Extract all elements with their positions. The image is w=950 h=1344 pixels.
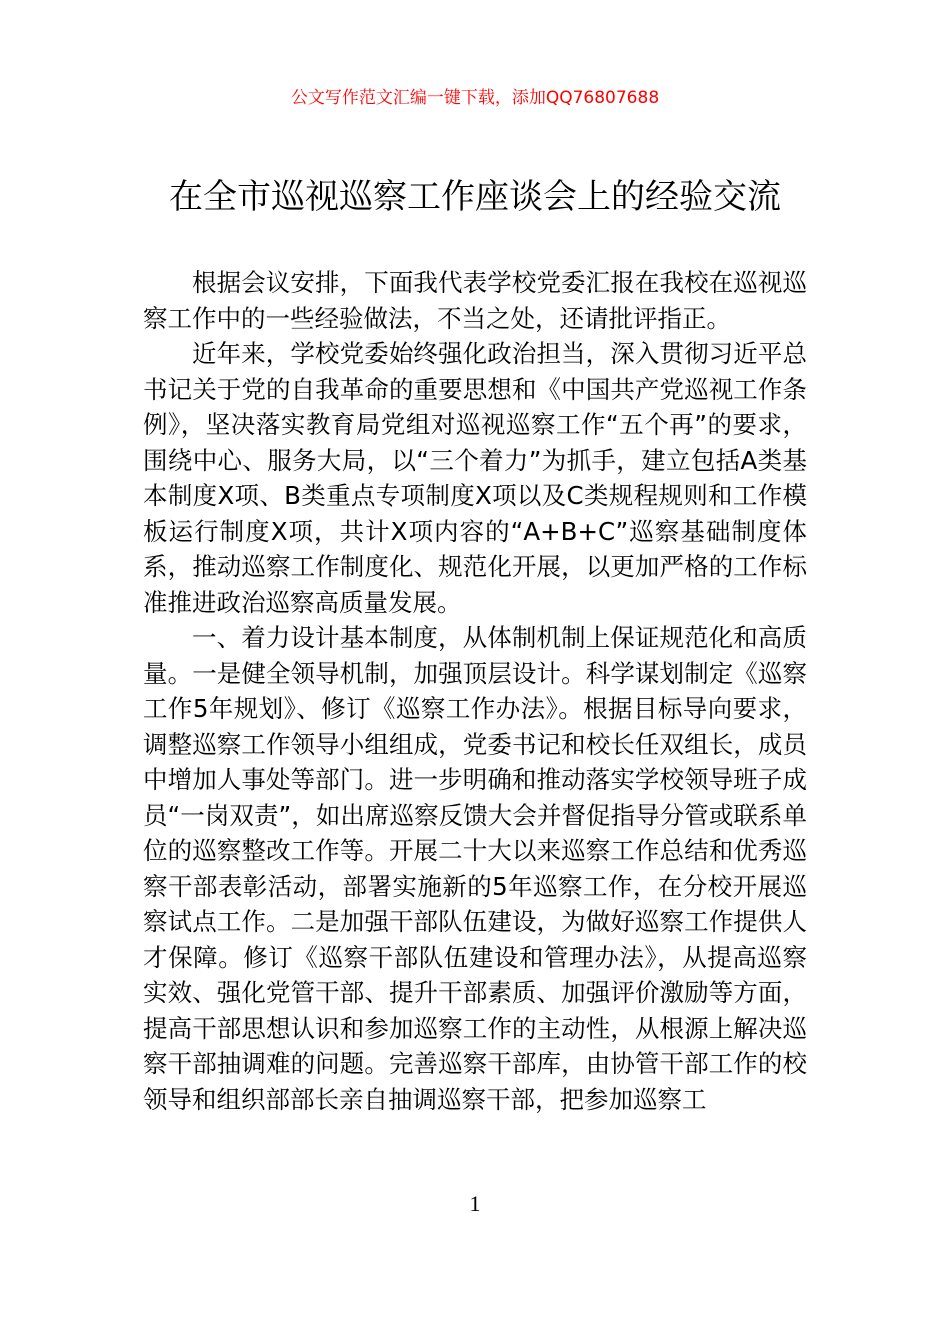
document-body [143, 265, 807, 1117]
paragraph-overview: 近年来，学校党委始终强化政治担当，深入贯彻习近平总书记关于党的自我革命的重要思想和《中国共产党巡视工作条例》，坚决落实教育局党组对巡视巡察工作“五个再”的要求，围绕中心、服务大局，以“三个着力”为抓手，建立包括A类基本制度X项、B类重点专项制度X项以及C类规程规则和工作模板运行制度X项，共计X项内容的“A+B+C”巡察基础制度体系，推动巡察工作制度化、规范化开展，以更加严格的工作标准推进政治巡察高质量发展。 [143, 339, 807, 617]
page-number: 1 [469, 1191, 481, 1216]
document-title: 在全市巡视巡察工作座谈会上的经验交流 [169, 177, 781, 217]
download-notice: 公文写作范文汇编一键下载，添加QQ76807688 [290, 88, 660, 108]
paragraph-intro: 根据会议安排，下面我代表学校党委汇报在我校在巡视巡察工作中的一些经验做法，不当之处，还请批评指正。 [143, 268, 807, 333]
paragraph-section-one: 一、着力设计基本制度，从体制机制上保证规范化和高质量。一是健全领导机制，加强顶层设计。科学谋划制定《巡察工作5年规划》、修订《巡察工作办法》。根据目标导向要求，调整巡察工作领导小组组成，党委书记和校长任双组长，成员中增加人事处等部门。进一步明确和推动落实学校领导班子成员“一岗双责”，如出席巡察反馈大会并督促指导分管或联系单位的巡察整改工作等。开展二十大以来巡察工作总结和优秀巡察干部表彰活动，部署实施新的5年巡察工作，在分校开展巡察试点工作。二是加强干部队伍建设，为做好巡察工作提供人才保障。修订《巡察干部队伍建设和管理办法》，从提高巡察实效、强化党管干部、提升干部素质、加强评价激励等方面，提高干部思想认识和参加巡察工作的主动性，从根源上解决巡察干部抽调难的问题。完善巡察干部库，由协管干部工作的校领导和组织部部长亲自抽调巡察干部，把参加巡察工 [143, 623, 807, 1114]
